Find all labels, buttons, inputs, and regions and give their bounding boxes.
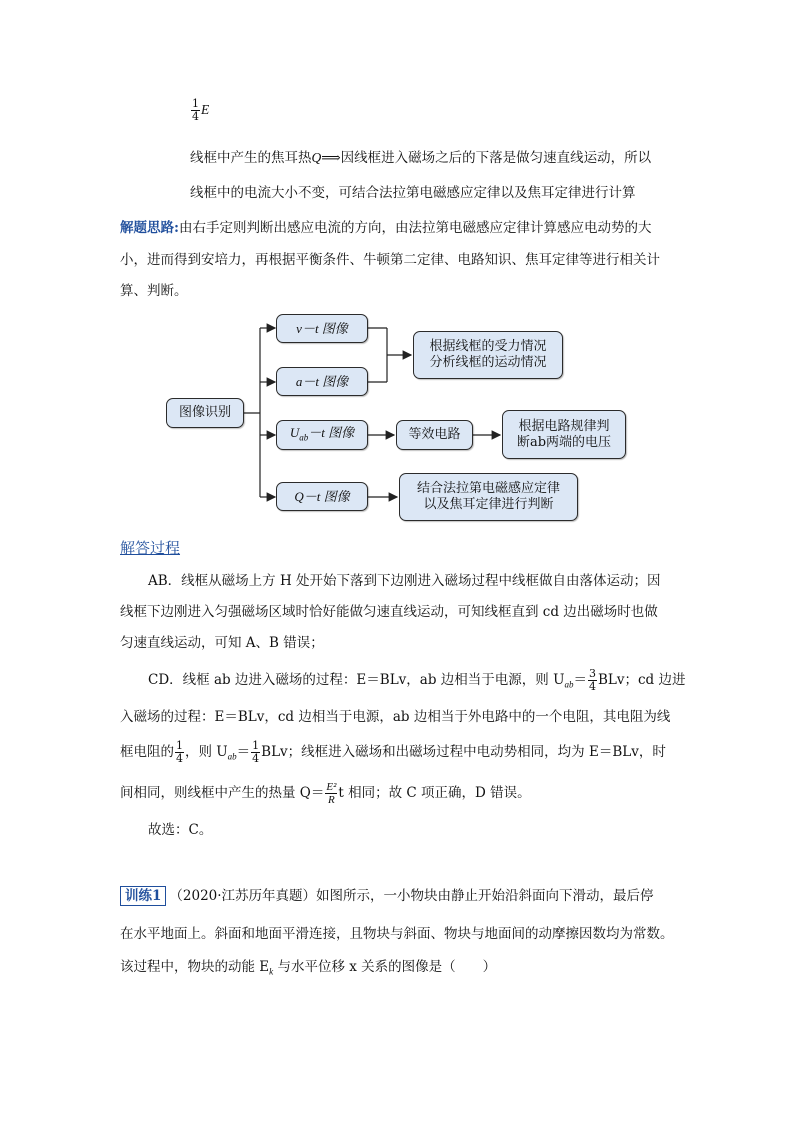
flow-qt-box xyxy=(276,482,368,511)
training-tag: 训练1 xyxy=(120,886,166,906)
top-line-2: 线框中的电流大小不变，可结合法拉第电磁感应定律以及焦耳定律进行计算 xyxy=(190,185,636,201)
training-line-3: 该过程中，物块的动能 $E_k$ 与水平位移 x 关系的图像是（ ） xyxy=(120,959,497,977)
flow-circuit-box xyxy=(502,410,626,459)
flow-qt-label: Q－t 图像 xyxy=(294,488,350,504)
flow-ut-label: $U_{ab}-t$ 图像 xyxy=(289,424,355,443)
flow-force-box xyxy=(413,331,563,379)
flow-vt-box xyxy=(276,314,368,343)
solution-heading: 解答过程 xyxy=(120,539,181,557)
flow-at-box xyxy=(276,367,368,396)
solution-answer: 故选：C。 xyxy=(148,822,213,838)
flow-circuit-line-1: 根据电路规律判 xyxy=(518,418,610,434)
solution-cd-line-2: 入磁场的过程：E＝BLv，cd 边相当于电源，ab 边相当于外电路中的一个电阻，其电阻为线 xyxy=(120,709,671,725)
thinking-line-2: 小，进而得到安培力，再根据平衡条件、牛顿第二定律、电路知识、焦耳定律等进行相关计 xyxy=(120,252,660,268)
training-line-1: 训练1 （2020·江苏历年真题）如图所示，一小物块由静止开始沿斜面向下滑动，最后停 xyxy=(120,886,654,906)
top-line-1: 线框中产生的焦耳热Q⟹因线框进入磁场之后的下落是做匀速直线运动，所以 xyxy=(190,150,652,166)
flow-faraday-line-1: 结合法拉第电磁感应定律 xyxy=(416,481,560,496)
top-fraction: $\frac{1}{4}$ E xyxy=(192,97,210,123)
solution-ab-line-1: AB．线框从磁场上方 H 处开始下落到下边刚进入磁场过程中线框做自由落体运动；因 xyxy=(148,573,661,589)
thinking-line-3: 算、判断。 xyxy=(120,283,188,299)
solution-cd-line-3: 框电阻的 $\frac{1}{4}$ ，则 $U_{ab}=$ $\frac{1}{4}$ BLv；线框进入磁场和出磁场过程中电动势相同，均为 E＝BLv，时 xyxy=(120,739,666,765)
thinking-line-1: 解题思路:由右手定则判断出感应电流的方向，由法拉第电磁感应定律计算感应电动势的大 xyxy=(120,220,652,236)
flow-faraday-line-2: 以及焦耳定律进行判断 xyxy=(423,497,554,512)
flow-vt-label: v－t 图像 xyxy=(296,320,348,336)
flow-ut-box xyxy=(276,420,368,450)
flow-root-box xyxy=(166,398,244,428)
implies-arrow-icon: ⟹ xyxy=(321,150,341,166)
flow-force-line-1: 根据线框的受力情况 xyxy=(429,339,547,354)
flow-force-line-2: 分析线框的运动情况 xyxy=(429,355,547,370)
solution-ab-line-2: 线框下边刚进入匀强磁场区域时恰好能做匀速直线运动，可知线框直到 cd 边出磁场时也做 xyxy=(120,604,658,620)
flow-circuit-line-2: 断ab两端的电压 xyxy=(516,434,612,450)
solution-cd-line-4: 间相同，则线框中产生的热量 Q＝ $\frac{\text{E²}}{R}$ t 相同；故 C 项正确，D 错误。 xyxy=(120,781,531,806)
training-line-2: 在水平地面上。斜面和地面平滑连接，且物块与斜面、物块与地面间的动摩擦因数均为常数。 xyxy=(120,926,674,942)
flowchart-connectors xyxy=(0,0,794,560)
flow-root-label: 图像识别 xyxy=(178,405,231,420)
flow-equiv-box xyxy=(396,420,473,450)
flow-equiv-label: 等效电路 xyxy=(408,427,461,442)
solution-ab-line-3: 匀速直线运动，可知 A、B 错误； xyxy=(120,635,324,651)
flow-faraday-box xyxy=(399,473,578,521)
solution-cd-line-1: CD．线框 ab 边进入磁场的过程：E＝BLv，ab 边相当于电源，则 $U_{ab}=$ $\frac{3}{4}$ BLv；cd 边进 xyxy=(148,667,686,693)
flow-at-label: a－t 图像 xyxy=(295,373,349,389)
